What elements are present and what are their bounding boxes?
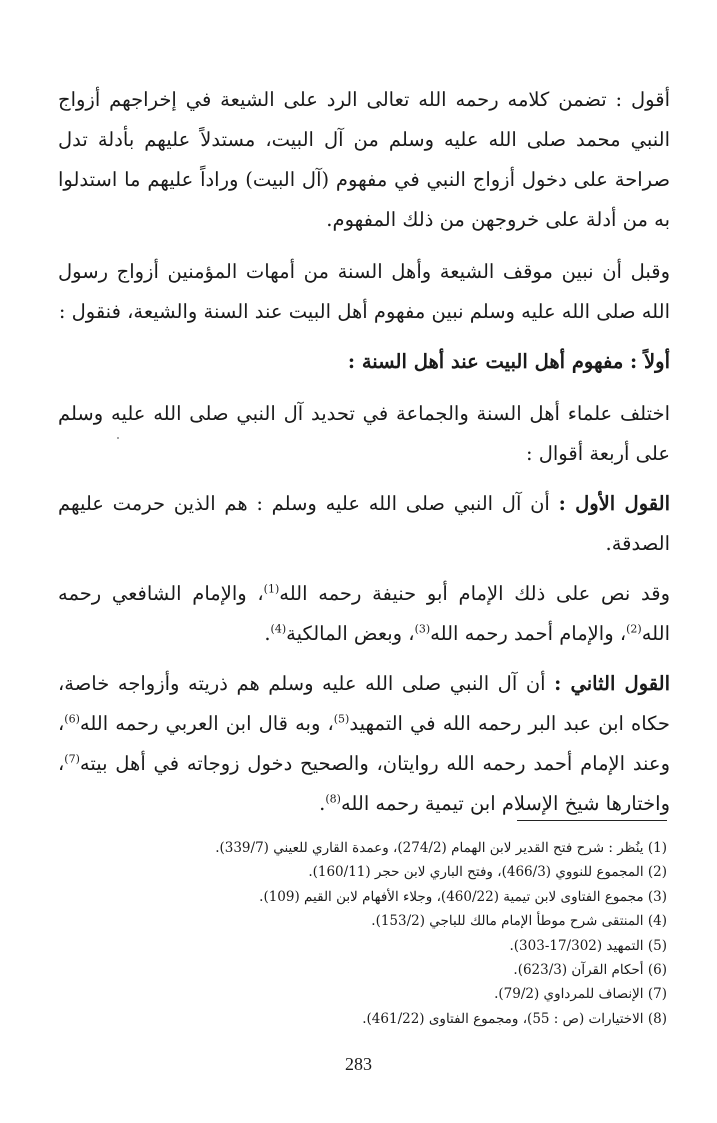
text-span: . <box>319 792 326 815</box>
page-body <box>58 80 670 834</box>
footnote-ref-5: (5) <box>333 712 350 726</box>
paragraph-preface: وقبل أن نبين موقف الشيعة وأهل السنة من أمهات المؤمنين أزواج رسول الله صلى الله عليه وسلم نبين مفهوم أهل البيت عند السنة والشيعة، فنقول : <box>58 260 670 323</box>
speck-mark <box>117 437 119 439</box>
footnote-ref-3: (3) <box>414 622 431 636</box>
first-opinion-label: القول الأول : <box>558 492 670 515</box>
text-span: ، وبعض المالكية <box>286 622 415 645</box>
footnote-ref-4: (4) <box>270 622 287 636</box>
text-span: ، واختارها شيخ الإسلام ابن تيمية رحمه الله <box>58 752 670 815</box>
section-heading: أولاً : مفهوم أهل البيت عند أهل السنة : <box>347 350 670 373</box>
paragraph-intro: أقول : تضمن كلامه رحمه الله تعالى الرد على الشيعة في إخراجهم أزواج النبي محمد صلى الله عليه وسلم من آل البيت، مستدلاً عليهم بأدلة تدل صراحة على دخول أزواج النبي في مفهوم (آل البيت) وراداً عليهم ما استدلوا به من أدلة على خروجهن من ذلك المفهوم. <box>58 88 670 231</box>
first-opinion-text: أن آل النبي صلى الله عليه وسلم : هم الذين حرمت عليهم الصدقة. <box>58 492 670 555</box>
text-span: . <box>264 622 271 645</box>
page-number: 283 <box>345 1054 372 1074</box>
paragraph-second-opinion <box>58 664 670 824</box>
text-span: ، والإمام الشافعي رحمه الله <box>58 582 670 645</box>
footnote-divider <box>517 820 667 821</box>
text-span: ، وعند الإمام أحمد رحمه الله روايتان، والصحيح دخول زوجاته في أهل بيته <box>58 712 670 775</box>
text-span: وقد نص على ذلك الإمام أبو حنيفة رحمه الله <box>279 582 670 605</box>
footnote-2: (2) المجموع للنووي (466/3)، وفتح الباري لابن حجر (160/11). <box>308 864 667 881</box>
footnote-ref-6: (6) <box>64 712 80 726</box>
footnote-5: (5) التمهيد (17/302-303). <box>509 937 667 954</box>
paragraph-first-opinion-sources <box>58 574 670 654</box>
footnote-7: (7) الإنصاف للمرداوي (79/2). <box>494 986 667 1003</box>
text-span: ، والإمام أحمد رحمه الله <box>430 622 627 645</box>
text-span: أن آل النبي صلى الله عليه وسلم هم ذريته وأزواجه خاصة، حكاه ابن عبد البر رحمه الله في التمهيد <box>58 672 670 735</box>
second-opinion-label: القول الثاني : <box>554 672 670 695</box>
text-span: ، وبه قال ابن العربي رحمه الله <box>79 712 334 735</box>
footnote-8: (8) الاختيارات (ص : 55)، ومجموع الفتاوى (461/22). <box>362 1010 667 1027</box>
footnote-6: (6) أحكام القرآن (623/3). <box>513 962 667 979</box>
footnote-4: (4) المنتقى شرح موطأ الإمام مالك للباجي (153/2). <box>371 913 667 930</box>
footnote-3: (3) مجموع الفتاوى لابن تيمية (460/22)، وجلاء الأفهام لابن القيم (109). <box>259 888 667 905</box>
footnote-ref-2: (2) <box>626 622 642 636</box>
paragraph-first-opinion <box>58 484 670 564</box>
paragraph-disagreement: اختلف علماء أهل السنة والجماعة في تحديد آل النبي صلى الله عليه وسلم على أربعة أقوال : <box>58 402 670 465</box>
footnote-ref-7: (7) <box>64 752 80 766</box>
footnote-ref-1: (1) <box>263 582 280 596</box>
footnote-1: (1) ينُظر : شرح فتح القدير لابن الهمام (274/2)، وعمدة القاري للعيني (339/7). <box>215 840 667 856</box>
footnotes <box>55 836 667 1031</box>
footnote-ref-8: (8) <box>325 792 341 806</box>
